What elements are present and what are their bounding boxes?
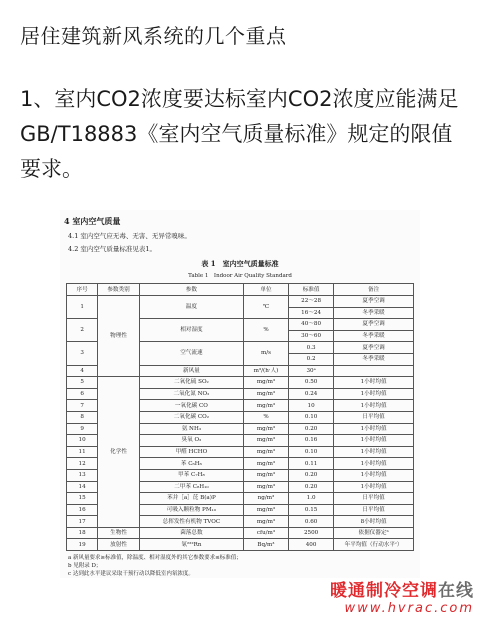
remark-cell	[334, 365, 414, 377]
watermark-brand-tail: 在线	[438, 581, 474, 601]
unit-cell: mg/m³	[243, 446, 288, 458]
remark-cell: 冬季采暖	[334, 307, 414, 319]
parameter-cell: 甲醛 HCHO	[139, 446, 243, 458]
unit-cell: ℃	[243, 296, 288, 319]
unit-cell: mg/m³	[243, 504, 288, 516]
standard-value-cell: 0.16	[289, 435, 334, 447]
standard-value-cell: 0.3	[289, 342, 334, 354]
parameter-cell: 一氧化碳 CO	[139, 400, 243, 412]
remark-cell: 1小时均值	[334, 435, 414, 447]
row-number-cell: 13	[67, 469, 98, 481]
standard-value-cell: 10	[289, 400, 334, 412]
table-row	[67, 296, 414, 308]
standard-value-cell: 0.11	[289, 458, 334, 470]
row-number-cell: 11	[67, 446, 98, 458]
row-number-cell: 4	[67, 365, 98, 377]
parameter-cell: 新风量	[139, 365, 243, 377]
row-number-cell: 7	[67, 400, 98, 412]
standard-value-cell: 0.50	[289, 377, 334, 389]
remark-cell: 夏季空调	[334, 342, 414, 354]
unit-cell: mg/m³	[243, 388, 288, 400]
table-row	[67, 377, 414, 389]
standard-value-cell: 1.0	[289, 493, 334, 505]
air-quality-table	[66, 283, 414, 551]
header-cell: 参数	[139, 284, 243, 296]
remark-cell: 年平均值（行动水平ᶜ）	[334, 539, 414, 551]
remark-cell: 日平均值	[334, 504, 414, 516]
parameter-cell: 温度	[139, 296, 243, 319]
unit-cell: Bq/m³	[243, 539, 288, 551]
parameter-cell: 二氧化氮 NO₂	[139, 388, 243, 400]
unit-cell: ng/m³	[243, 493, 288, 505]
standard-value-cell: 40～80	[289, 319, 334, 331]
category-cell: 生物性	[98, 527, 140, 539]
table-row	[67, 539, 414, 551]
remark-cell: 1小时均值	[334, 469, 414, 481]
parameter-cell: 菌落总数	[139, 527, 243, 539]
page-title: 居住建筑新风系统的几个重点	[20, 24, 287, 48]
remark-cell: 1小时均值	[334, 458, 414, 470]
parameter-cell: 二甲苯 C₈H₁₀	[139, 481, 243, 493]
header-cell: 单位	[243, 284, 288, 296]
parameter-cell: 空气流速	[139, 342, 243, 365]
row-number-cell: 12	[67, 458, 98, 470]
standard-value-cell: 0.20	[289, 469, 334, 481]
row-number-cell: 17	[67, 516, 98, 528]
category-cell: 物理性	[98, 296, 140, 377]
unit-cell: %	[243, 411, 288, 423]
header-cell: 标准值	[289, 284, 334, 296]
standard-value-cell: 30～60	[289, 330, 334, 342]
parameter-cell: 总挥发性有机物 TVOC	[139, 516, 243, 528]
row-number-cell: 3	[67, 342, 98, 365]
header-cell: 序号	[67, 284, 98, 296]
category-cell: 放射性	[98, 539, 140, 551]
parameter-cell: 氡²²²Rn	[139, 539, 243, 551]
standard-value-cell: 0.20	[289, 423, 334, 435]
unit-cell: mg/m³	[243, 435, 288, 447]
row-number-cell: 10	[67, 435, 98, 447]
watermark-url: www.hvrac.com	[344, 601, 474, 616]
note-line: a 新风量要求≥标准值，除温度、相对湿度外的其它参数要求≤标准值；	[68, 555, 242, 562]
parameter-cell: 二氧化碳 CO₂	[139, 411, 243, 423]
remark-cell: 夏季空调	[334, 319, 414, 331]
watermark-brand: 暖通制冷空调	[330, 581, 438, 601]
standard-value-cell: 0.24	[289, 388, 334, 400]
row-number-cell: 6	[67, 388, 98, 400]
remark-cell: 冬季采暖	[334, 353, 414, 365]
remark-cell: 依据仪器定ᵇ	[334, 527, 414, 539]
standard-document-image	[60, 210, 420, 578]
standard-value-cell: 0.20	[289, 481, 334, 493]
standard-value-cell: 0.10	[289, 446, 334, 458]
section-line-1: 4.1 室内空气应无毒、无害、无异常嗅味。	[68, 232, 191, 240]
parameter-cell: 可吸入颗粒物 PM₁₀	[139, 504, 243, 516]
section-title: 4 室内空气质量	[64, 216, 121, 226]
unit-cell: mg/m³	[243, 423, 288, 435]
unit-cell: cfu/m³	[243, 527, 288, 539]
note-line: c 达到此水平建议采取干预行动以降低室内氡浓度。	[68, 571, 194, 578]
row-number-cell: 14	[67, 481, 98, 493]
unit-cell: mg/m³	[243, 458, 288, 470]
table-header-row	[67, 284, 414, 296]
standard-value-cell: 16～24	[289, 307, 334, 319]
remark-cell: 1小时均值	[334, 423, 414, 435]
row-number-cell: 19	[67, 539, 98, 551]
remark-cell: 日平均值	[334, 411, 414, 423]
parameter-cell: 苯并［a］芘 B(a)P	[139, 493, 243, 505]
table-title: 表 1 室内空气质量标准	[201, 259, 279, 268]
row-number-cell: 8	[67, 411, 98, 423]
standard-value-cell: 30ᵃ	[289, 365, 334, 377]
parameter-cell: 相对湿度	[139, 319, 243, 342]
header-cell: 参数类别	[98, 284, 140, 296]
row-number-cell: 16	[67, 504, 98, 516]
unit-cell: mg/m³	[243, 377, 288, 389]
standard-value-cell: 22～28	[289, 296, 334, 308]
parameter-cell: 二氧化硫 SO₂	[139, 377, 243, 389]
unit-cell: m/s	[243, 342, 288, 365]
standard-value-cell: 0.2	[289, 353, 334, 365]
row-number-cell: 5	[67, 377, 98, 389]
section-line-2: 4.2 室内空气质量标准见表1。	[68, 245, 157, 253]
unit-cell: %	[243, 319, 288, 342]
body-paragraph: 1、室内CO2浓度要达标室内CO2浓度应能满足GB/T18883《室内空气质量标准》规定的限值要求。	[20, 87, 459, 181]
standard-value-cell: 0.10	[289, 411, 334, 423]
standard-value-cell: 2500	[289, 527, 334, 539]
remark-cell: 1小时均值	[334, 388, 414, 400]
remark-cell: 1小时均值	[334, 400, 414, 412]
row-number-cell: 9	[67, 423, 98, 435]
unit-cell: mg/m³	[243, 481, 288, 493]
remark-cell: 日平均值	[334, 493, 414, 505]
standard-value-cell: 0.60	[289, 516, 334, 528]
header-cell: 备注	[334, 284, 414, 296]
table-subtitle: Table 1 Indoor Air Quality Standard	[188, 273, 292, 279]
unit-cell: mg/m³	[243, 400, 288, 412]
row-number-cell: 15	[67, 493, 98, 505]
remark-cell: 夏季空调	[334, 296, 414, 308]
parameter-cell: 臭氧 O₃	[139, 435, 243, 447]
watermark-logo	[330, 576, 474, 616]
note-line: b 见附录 D；	[68, 563, 102, 570]
table-body	[67, 296, 414, 551]
table-notes	[68, 554, 420, 578]
standard-value-cell: 0.15	[289, 504, 334, 516]
category-cell: 化学性	[98, 377, 140, 528]
remark-cell: 1小时均值	[334, 377, 414, 389]
parameter-cell: 苯 C₆H₆	[139, 458, 243, 470]
unit-cell: mg/m³	[243, 516, 288, 528]
remark-cell: 1小时均值	[334, 446, 414, 458]
table-row	[67, 527, 414, 539]
standard-value-cell: 400	[289, 539, 334, 551]
remark-cell: 8小时均值	[334, 516, 414, 528]
parameter-cell: 氨 NH₃	[139, 423, 243, 435]
row-number-cell: 1	[67, 296, 98, 319]
remark-cell: 冬季采暖	[334, 330, 414, 342]
row-number-cell: 2	[67, 319, 98, 342]
unit-cell: mg/m³	[243, 469, 288, 481]
remark-cell: 1小时均值	[334, 481, 414, 493]
unit-cell: m³/(h·人)	[243, 365, 288, 377]
parameter-cell: 甲苯 C₇H₈	[139, 469, 243, 481]
row-number-cell: 18	[67, 527, 98, 539]
